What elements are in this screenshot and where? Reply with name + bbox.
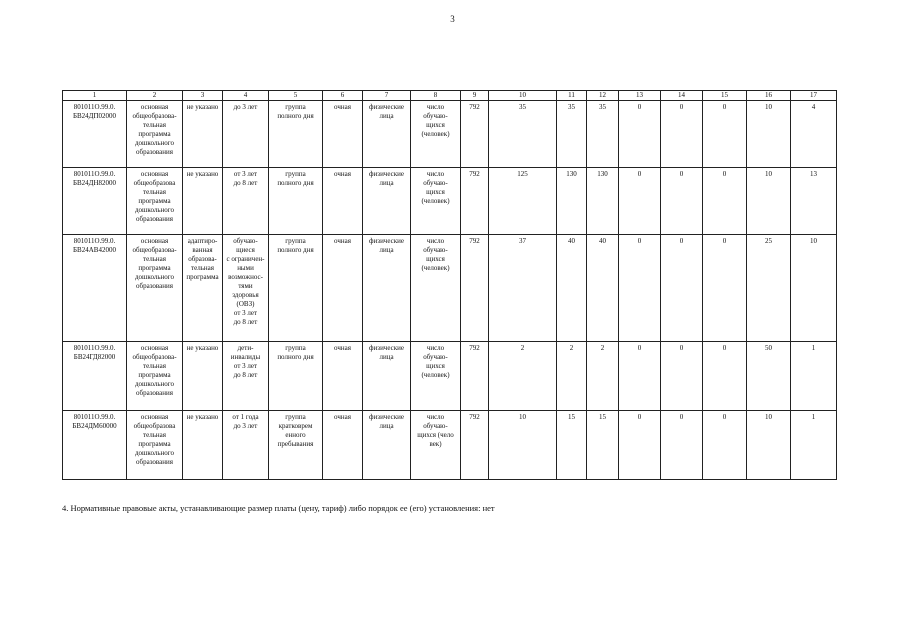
indicator-name-cell: число обучаю- щихся (чело век) — [411, 411, 461, 480]
column-number: 1 — [63, 91, 127, 101]
program-type-cell: адаптиро- ванная образова- тельная программа — [183, 235, 223, 342]
service-code-cell: 801011О.99.0. БВ24ДП02000 — [63, 101, 127, 168]
okei-code-cell: 792 — [461, 168, 489, 235]
deviation-percent-cell: 10 — [747, 411, 791, 480]
column-number: 5 — [269, 91, 323, 101]
indicator-name-cell: число обучаю- щихся (человек) — [411, 101, 461, 168]
value-year-3-cell: 15 — [587, 411, 619, 480]
student-category-cell: дети- инвалиды от 3 лет до 8 лет — [223, 342, 269, 411]
column-number: 13 — [619, 91, 661, 101]
services-table-body — [63, 91, 837, 480]
indicator-name-cell: число обучаю- щихся (человек) — [411, 235, 461, 342]
form-cell: очная — [323, 101, 363, 168]
price-year-3-cell: 0 — [703, 342, 747, 411]
value-year-2-cell: 35 — [557, 101, 587, 168]
column-number: 7 — [363, 91, 411, 101]
program-type-cell: не указано — [183, 168, 223, 235]
deviation-absolute-cell: 4 — [791, 101, 837, 168]
price-year-3-cell: 0 — [703, 168, 747, 235]
price-year-2-cell: 0 — [661, 235, 703, 342]
group-type-cell: группа кратковрем енного пребывания — [269, 411, 323, 480]
services-table — [62, 90, 837, 480]
deviation-absolute-cell: 1 — [791, 411, 837, 480]
student-category-cell: от 1 года до 3 лет — [223, 411, 269, 480]
program-type-cell: не указано — [183, 342, 223, 411]
price-year-1-cell: 0 — [619, 411, 661, 480]
program-cell: основная общеобразова- тельная программа дошкольного образования — [127, 101, 183, 168]
value-year-1-cell: 2 — [489, 342, 557, 411]
price-year-1-cell: 0 — [619, 342, 661, 411]
indicator-name-cell: число обучаю- щихся (человек) — [411, 342, 461, 411]
page-number: 3 — [450, 14, 455, 24]
value-year-1-cell: 37 — [489, 235, 557, 342]
program-type-cell: не указано — [183, 101, 223, 168]
value-year-2-cell: 40 — [557, 235, 587, 342]
service-code-cell: 801011О.99.0. БВ24ГД82000 — [63, 342, 127, 411]
deviation-percent-cell: 10 — [747, 168, 791, 235]
table-row — [63, 235, 837, 342]
table-row — [63, 168, 837, 235]
group-type-cell: группа полного дня — [269, 101, 323, 168]
deviation-absolute-cell: 1 — [791, 342, 837, 411]
column-number: 2 — [127, 91, 183, 101]
indicator-name-cell: число обучаю- щихся (человек) — [411, 168, 461, 235]
price-year-2-cell: 0 — [661, 342, 703, 411]
column-number: 17 — [791, 91, 837, 101]
column-number: 11 — [557, 91, 587, 101]
column-number: 15 — [703, 91, 747, 101]
column-number: 10 — [489, 91, 557, 101]
column-number: 3 — [183, 91, 223, 101]
column-number: 8 — [411, 91, 461, 101]
value-year-2-cell: 130 — [557, 168, 587, 235]
column-number-row — [63, 91, 837, 101]
service-code-cell: 801011О.99.0. БВ24АВ42000 — [63, 235, 127, 342]
okei-code-cell: 792 — [461, 411, 489, 480]
student-category-cell: от 3 лет до 8 лет — [223, 168, 269, 235]
column-number: 9 — [461, 91, 489, 101]
consumer-cell: физические лица — [363, 235, 411, 342]
column-number: 4 — [223, 91, 269, 101]
program-type-cell: не указано — [183, 411, 223, 480]
column-number: 14 — [661, 91, 703, 101]
consumer-cell: физические лица — [363, 411, 411, 480]
program-cell: основная общеобразова- тельная программа дошкольного образования — [127, 342, 183, 411]
program-cell: основная общеобразова тельная программа дошкольного образования — [127, 411, 183, 480]
okei-code-cell: 792 — [461, 342, 489, 411]
value-year-3-cell: 40 — [587, 235, 619, 342]
value-year-1-cell: 125 — [489, 168, 557, 235]
table-row — [63, 411, 837, 480]
group-type-cell: группа полного дня — [269, 342, 323, 411]
value-year-1-cell: 10 — [489, 411, 557, 480]
table-row — [63, 342, 837, 411]
price-year-2-cell: 0 — [661, 101, 703, 168]
price-year-3-cell: 0 — [703, 235, 747, 342]
price-year-1-cell: 0 — [619, 235, 661, 342]
student-category-cell: до 3 лет — [223, 101, 269, 168]
table-row — [63, 101, 837, 168]
form-cell: очная — [323, 342, 363, 411]
okei-code-cell: 792 — [461, 101, 489, 168]
program-cell: основная общеобразова- тельная программа дошкольного образования — [127, 235, 183, 342]
service-code-cell: 801011О.99.0. БВ24ДН82000 — [63, 168, 127, 235]
price-year-1-cell: 0 — [619, 168, 661, 235]
price-year-1-cell: 0 — [619, 101, 661, 168]
normative-acts-note: 4. Нормативные правовые акты, устанавливающие размер платы (цену, тариф) либо порядок ее (его) установления: нет — [62, 503, 495, 513]
group-type-cell: группа полного дня — [269, 168, 323, 235]
student-category-cell: обучаю- щиеся с ограничен- ными возможнос- тями здоровья (ОВЗ) от 3 лет до 8 лет — [223, 235, 269, 342]
consumer-cell: физические лица — [363, 342, 411, 411]
column-number: 6 — [323, 91, 363, 101]
consumer-cell: физические лица — [363, 168, 411, 235]
deviation-percent-cell: 25 — [747, 235, 791, 342]
deviation-percent-cell: 50 — [747, 342, 791, 411]
column-number: 16 — [747, 91, 791, 101]
form-cell: очная — [323, 235, 363, 342]
program-cell: основная общеобразова тельная программа дошкольного образования — [127, 168, 183, 235]
value-year-1-cell: 35 — [489, 101, 557, 168]
deviation-absolute-cell: 10 — [791, 235, 837, 342]
group-type-cell: группа полного дня — [269, 235, 323, 342]
deviation-percent-cell: 10 — [747, 101, 791, 168]
deviation-absolute-cell: 13 — [791, 168, 837, 235]
price-year-3-cell: 0 — [703, 101, 747, 168]
value-year-3-cell: 35 — [587, 101, 619, 168]
column-number: 12 — [587, 91, 619, 101]
service-code-cell: 801011О.99.0. БВ24ДМ60000 — [63, 411, 127, 480]
form-cell: очная — [323, 168, 363, 235]
value-year-2-cell: 2 — [557, 342, 587, 411]
price-year-2-cell: 0 — [661, 411, 703, 480]
value-year-2-cell: 15 — [557, 411, 587, 480]
form-cell: очная — [323, 411, 363, 480]
value-year-3-cell: 130 — [587, 168, 619, 235]
okei-code-cell: 792 — [461, 235, 489, 342]
value-year-3-cell: 2 — [587, 342, 619, 411]
price-year-2-cell: 0 — [661, 168, 703, 235]
price-year-3-cell: 0 — [703, 411, 747, 480]
consumer-cell: физические лица — [363, 101, 411, 168]
